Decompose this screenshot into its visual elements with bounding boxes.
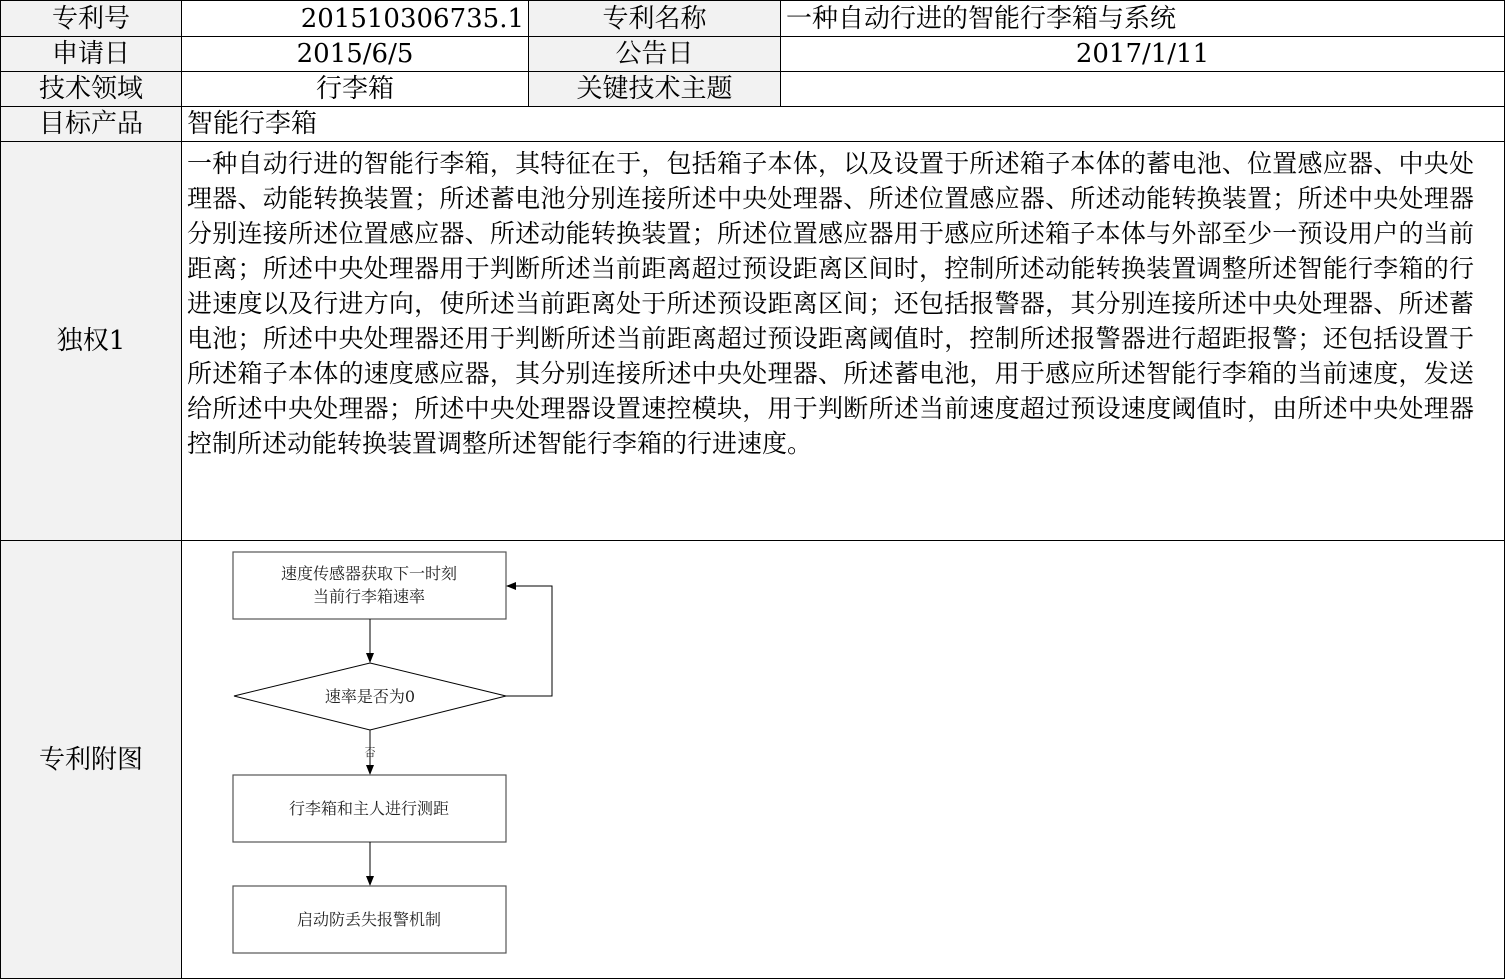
flow-box-speed-sensor	[233, 552, 506, 619]
patent-number-value: 201510306735.1	[182, 1, 529, 37]
patent-name-label: 专利名称	[529, 1, 781, 37]
patent-figure-label: 专利附图	[1, 541, 182, 979]
flow-box-ranging-text: 行李箱和主人进行测距	[288, 799, 450, 818]
patent-figure-cell	[182, 541, 1505, 979]
patent-number-label: 专利号	[1, 1, 182, 37]
patent-name-value: 一种自动行进的智能行李箱与系统	[781, 1, 1505, 37]
target-product-value: 智能行李箱	[182, 107, 1505, 142]
flow-decision-text: 速率是否为0	[324, 687, 416, 706]
publication-date-value: 2017/1/11	[781, 37, 1505, 72]
key-topic-value	[781, 72, 1505, 107]
target-product-label: 目标产品	[1, 107, 182, 142]
row-independent-claim	[1, 142, 1505, 541]
flow-box-speed-sensor-line1: 速度传感器获取下一时刻	[280, 564, 458, 583]
flow-no-label: 否	[364, 746, 376, 759]
flow-box-speed-sensor-line2: 当前行李箱速率	[312, 587, 426, 606]
publication-date-label: 公告日	[529, 37, 781, 72]
row-dates	[1, 37, 1505, 72]
flowchart	[182, 541, 682, 977]
independent-claim-label: 独权1	[1, 142, 182, 541]
independent-claim-text: 一种自动行进的智能行李箱，其特征在于，包括箱子本体，以及设置于所述箱子本体的蓄电池、位置感应器、中央处理器、动能转换装置；所述蓄电池分别连接所述中央处理器、所述位置感应器、所述动能转换装置；所述中央处理器分别连接所述位置感应器、所述动能转换装置；所述位置感应器用于感应所述箱子本体与外部至少一预设用户的当前距离；所述中央处理器用于判断所述当前距离超过预设距离区间时，控制所述动能转换装置调整所述智能行李箱的行进速度以及行进方向，使所述当前距离处于所述预设距离区间；还包括报警器，其分别连接所述中央处理器、所述蓄电池；所述中央处理器还用于判断所述当前距离超过预设距离阈值时，控制所述报警器进行超距报警；还包括设置于所述箱子本体的速度感应器，其分别连接所述中央处理器、所述蓄电池，用于感应所述智能行李箱的当前速度，发送给所述中央处理器；所述中央处理器设置速控模块，用于判断所述当前速度超过预设速度阈值时，由所述中央处理器控制所述动能转换装置调整所述智能行李箱的行进速度。	[182, 142, 1505, 541]
flow-loop-arrow	[506, 586, 552, 696]
tech-field-value: 行李箱	[182, 72, 529, 107]
key-topic-label: 关键技术主题	[529, 72, 781, 107]
row-patent-number	[1, 1, 1505, 37]
tech-field-label: 技术领域	[1, 72, 182, 107]
row-field	[1, 72, 1505, 107]
row-patent-figure	[1, 541, 1505, 979]
flow-box-alarm-text: 启动防丢失报警机制	[296, 910, 442, 929]
filing-date-value: 2015/6/5	[182, 37, 529, 72]
filing-date-label: 申请日	[1, 37, 182, 72]
row-target-product	[1, 107, 1505, 142]
